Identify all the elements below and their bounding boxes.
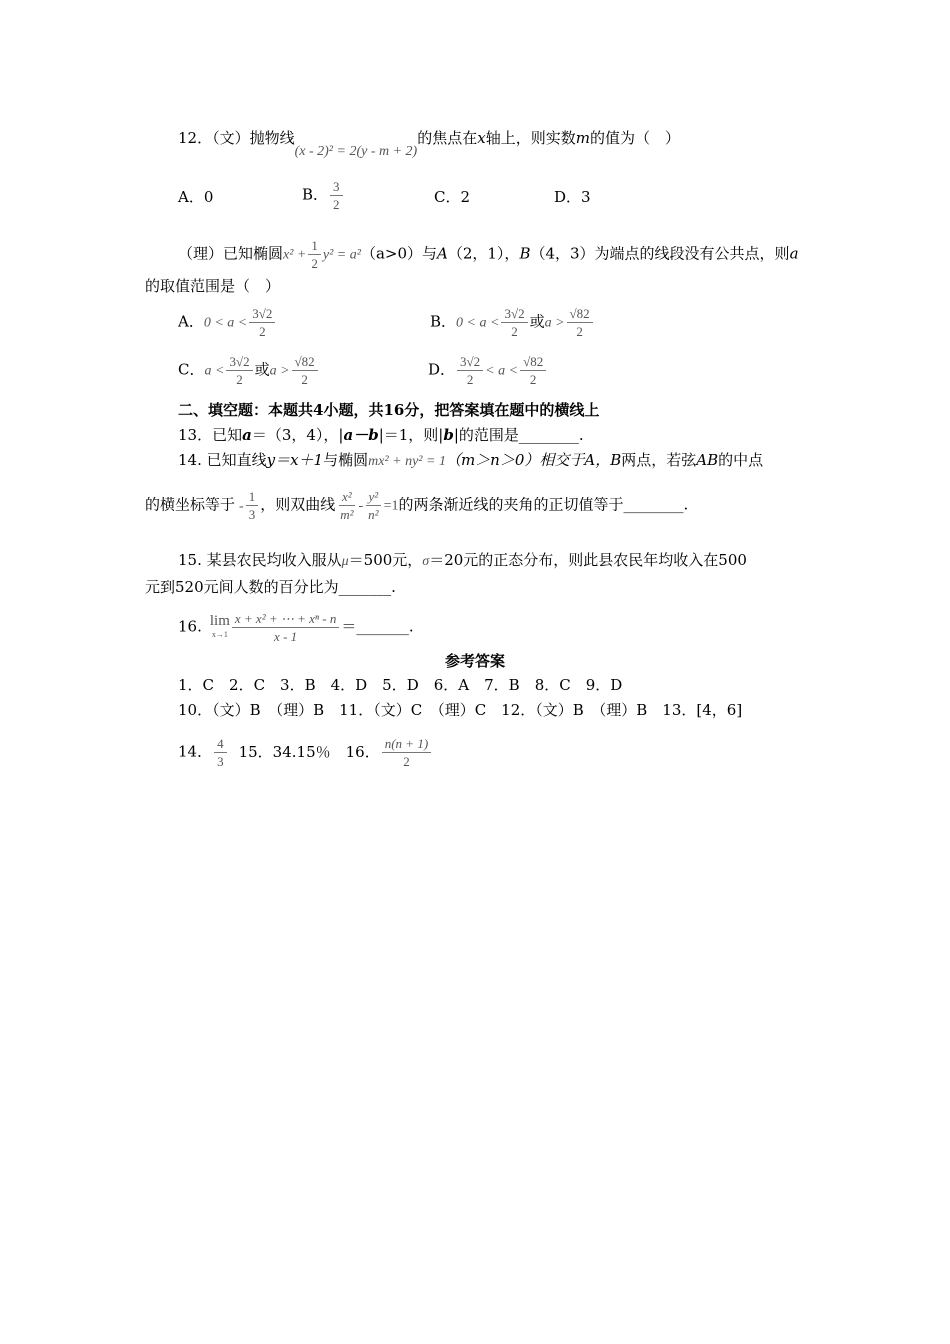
q12-li-option-c-label: C． [178,360,205,379]
q12-li-option-c-fraction-1 [226,353,252,388]
q15-sigma: σ [422,554,430,569]
q12-li-lead: （理）已知椭圆 [178,244,284,263]
q15-stem-line2: 元到520元间人数的百分比为_______. [145,578,396,596]
q12-wen-lead: 12．（文）抛物线 [178,129,295,147]
fraction-denominator: 2 [529,372,537,387]
q12-li-stem [178,237,799,272]
q12-li-eq-a: x² + [283,247,307,263]
fraction-numerator: y² [366,488,382,506]
q16-tail: ＝_______. [341,617,414,636]
answers-title: 参考答案 [444,652,505,670]
q12-li-option-a [178,305,277,340]
fraction-denominator: m² [340,507,354,522]
q12-li-option-c-ineq-mid: a > [269,363,290,379]
q12-wen-var-m: m [575,129,590,147]
q14-chord: AB [696,451,719,469]
q12-li-option-c-fraction-2 [292,353,318,388]
q15-mu: μ [341,554,349,569]
q14-line-equation: y＝x＋1 [266,451,324,469]
fraction-denominator: 2 [511,324,518,339]
q12-li-option-d-fraction-1 [457,353,483,388]
q13-eq1: ＝（3，4），| [251,426,344,444]
q14-hyperbola-fraction-x [337,488,356,523]
q12-li-option-c-or: 或 [254,360,270,379]
q12-li-option-b-ineq-mid: a > [544,315,565,331]
answers-row-1: 1．C 2．C 3．B 4．D 5．D 6．A 7．B 8．C 9．D [178,676,623,694]
q12-li-option-b-fraction-2 [567,305,593,340]
q14-hyperbola-minus: - [358,498,364,514]
q12-wen-equation: (x - 2)² = 2(y - m + 2) [294,144,418,159]
fraction-denominator: 2 [259,324,266,339]
limit-word: lim [209,612,230,629]
q13-vector-a-minus-b: a－b [343,426,379,444]
fraction-numerator: 3√2 [249,305,275,323]
fraction-denominator: 2 [311,256,318,271]
q15-stem [178,550,747,572]
fraction-denominator: 2 [236,372,243,387]
q12-li-point-a: A [437,244,448,263]
fraction-denominator: 2 [576,324,583,339]
fraction-numerator: 3 [330,178,343,196]
q14-tail1: 的中点 [718,451,764,469]
q12-li-option-d-fraction-2 [520,353,546,388]
answers-row-3 [178,735,433,770]
q12-li-point-b: B [519,244,531,263]
q14-hyperbola-fraction-y [365,488,381,523]
q12-wen-option-c: C．2 [434,188,471,206]
fraction-numerator: √82 [292,353,318,371]
fraction-numerator: √82 [520,353,546,371]
q12-li-var-a: a [789,244,799,263]
fraction-denominator: 3 [217,754,224,769]
q12-wen-option-d: D．3 [554,188,591,206]
q14-condition: （m＞n＞0）相交于 [445,451,585,469]
q14-line2-tail: 的两条渐近线的夹角的正切值等于________. [398,495,689,514]
q12-wen-tail-a: 的焦点在 [417,129,478,147]
q13-tail: |的范围是________. [453,426,584,444]
q14-mid2: 两点，若弦 [621,451,697,469]
fraction-numerator: n(n + 1) [382,735,431,753]
q14-lead: 14. 已知直线 [178,451,267,469]
q13-vector-a: a [242,426,252,444]
answers-row-2: 10．（文）B （理）B 11．（文）C （理）C 12．（文）B （理）B 13．[4，6] [178,701,743,719]
q12-li-option-a-fraction [249,305,275,340]
q14-ellipse-equation: mx² + ny² = 1 [368,454,446,469]
q12-li-half-fraction [308,237,321,272]
fraction-denominator: 2 [466,372,474,387]
answers-row-3-q14: 14． [178,742,213,761]
q12-li-option-b-ineq-left: 0 < a < [456,315,500,331]
fraction-numerator: x² [339,488,355,506]
q14-stem-line2 [145,488,688,523]
q12-li-option-b-label: B． [430,312,457,331]
q16-stem [178,610,414,645]
fraction-denominator: n² [368,507,379,522]
fraction-numerator: 3√2 [226,353,252,371]
q15-mid2: ＝20元的正态分布，则此县农民年均收入在500 [429,551,747,569]
q16-lead: 16. [178,617,202,636]
fraction-denominator: x - 1 [274,629,298,644]
fraction-denominator: 2 [333,197,340,212]
q16-fraction [232,610,339,645]
q12-wen-tail-c: 的值为（ ） [589,129,680,147]
q12-li-option-d-label: D． [428,360,456,379]
fraction-numerator: 4 [214,735,227,753]
answers-row-3-q15-q16: 15．34.15％ 16． [238,742,380,761]
q12-li-option-c [178,353,320,388]
q12-li-option-d-ineq-mid: < a < [485,363,519,379]
q13-eq2: |＝1，则| [378,426,444,444]
q12-wen-var-x: x [477,129,486,147]
q12-li-condition: （a>0）与 [360,244,437,263]
fraction-numerator: √82 [567,305,593,323]
fraction-denominator: 2 [301,372,308,387]
q12-li-option-d [428,353,548,388]
q12-li-option-b-fraction-1 [501,305,527,340]
answers-fraction-n-n-plus-1 [382,735,431,770]
fraction-numerator: x + x² + ⋯ + xⁿ - n [232,610,339,628]
q13-stem [178,425,584,445]
q12-li-eq-b: y² = a² [322,247,361,263]
q12-wen-stem [178,128,680,159]
q14-line2-lead: 的横坐标等于 [145,495,236,514]
fraction-denominator: 3 [248,507,256,522]
q14-mid1: 与椭圆 [323,451,369,469]
limit-subscript: x→1 [211,629,228,639]
q16-limit [210,614,230,642]
q12-wen-option-b [302,178,345,213]
answers-fraction-four-thirds [214,735,227,770]
fraction-numerator: 3√2 [501,305,527,323]
q14-points: A，B [584,451,622,469]
q12-li-point-a-coords: （2，1）， [447,244,520,263]
q12-li-option-a-label: A． [178,312,204,331]
q13-lead: 13．已知 [178,426,243,444]
fraction-denominator: 2 [403,754,410,769]
q12-li-option-b-or: 或 [529,312,545,331]
fraction-numerator: 1 [246,488,259,506]
section-title-fill-in: 二、填空题：本题共4小题，共16分，把答案填在题中的横线上 [178,401,600,419]
q13-vector-b: b [443,426,454,444]
q12-li-option-b [430,305,595,340]
q15-mid1: ＝500元， [348,551,423,569]
fraction-numerator: 1 [308,237,321,255]
q14-line2-mid: ，则双曲线 [260,495,336,514]
q12-wen-option-b-fraction [330,178,343,213]
q12-li-option-a-ineq: 0 < a < [203,315,248,331]
q14-negative-sign: - [239,498,244,514]
q12-li-stem-line2: 的取值范围是（ ） [145,277,281,295]
fraction-numerator: 3√2 [457,353,483,371]
q14-fraction-one-third [246,488,259,523]
q14-hyperbola-equals: =1 [383,498,399,514]
q12-wen-tail-b: 轴上，则实数 [485,129,576,147]
q12-wen-option-a: A．0 [178,188,214,206]
q12-li-point-b-coords: （4，3）为端点的线段没有公共点，则 [530,244,790,263]
q12-li-option-c-ineq-left: a < [204,363,225,379]
q12-wen-option-b-label: B． [302,185,329,204]
q14-stem [178,450,763,472]
q15-lead: 15. 某县农民均收入服从 [178,551,342,569]
